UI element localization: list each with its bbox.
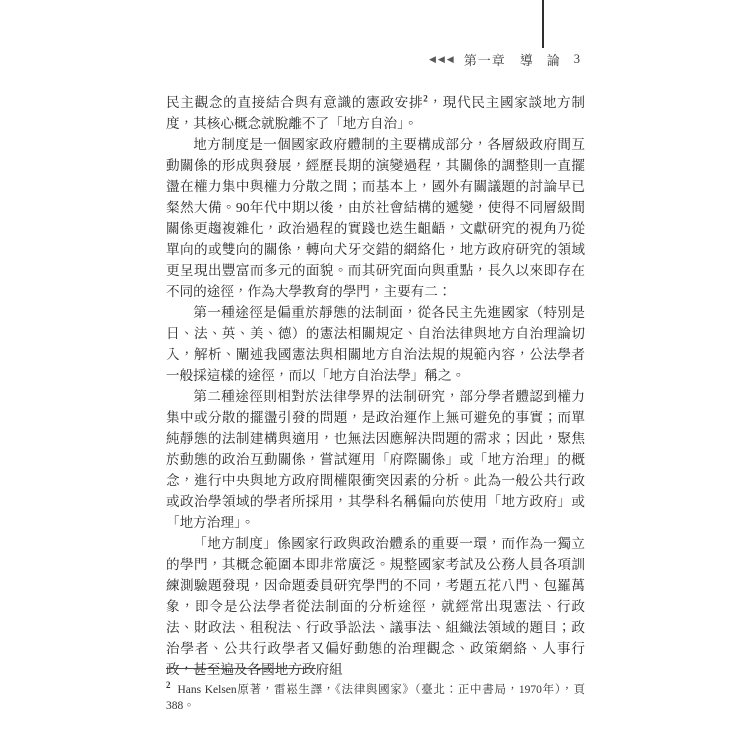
paragraph <box>166 92 585 134</box>
footnote-text: Hans Kelsen原著，雷崧生譯，《法律與國家》（臺北：正中書局，1970年），頁388。 <box>166 683 585 712</box>
paragraph <box>166 302 585 386</box>
paragraph <box>166 134 585 302</box>
footnote-ref: 2 <box>423 93 428 104</box>
chapter-label: 第一章 <box>463 53 506 68</box>
text-run: 「地方制度」係國家行政與政治體系的重要一環，而作為一獨立的學門，其概念範圍本即非常廣泛。規整國家考試及公務人員各項訓練測驗題發現，因命題委員研究學門的不同，考題五花八門、包羅萬象，即令是公法學者從法制面的分析途徑，就經常出現憲法、行政法、財政法、租稅法、行政爭訟法、議事法、組織法領域的題目；政治學者、公共行政學者又偏好動態的治理觀念、政策網絡、人事行政，甚至遍及各國地方政府組 <box>166 536 585 677</box>
chapter-title: 導論 <box>519 53 574 68</box>
text-run: 地方制度是一個國家政府體制的主要構成部分，各層級政府間互動關係的形成與發展，經歷長期的演變過程，其關係的調整則一直擺盪在權力集中與權力分散之間；而基本上，國外有關議題的討論早已粲然大備。90年代中期以後，由於社會結構的遞變，使得不同層級間關係更趨複雜化，政治過程的實踐也迭生齟齬，文獻研究的視角乃從單向的或雙向的關係，轉向犬牙交錯的網絡化，地方政府研究的領域更呈現出豐富而多元的面貌。而其研究面向與重點，長久以來即存在不同的途徑，作為大學教育的學門，主要有二： <box>166 137 585 299</box>
text-run: 第一種途徑是偏重於靜態的法制面，從各民主先進國家（特別是日、法、英、美、德）的憲法相關規定、自治法律與地方自治理論切入，解析、闡述我國憲法與相關地方自治法規的規範內容，公法學者一般採這樣的途徑，而以「地方自治法學」稱之。 <box>166 305 585 383</box>
footnote-separator <box>166 668 316 669</box>
running-header <box>166 50 580 69</box>
page-number: 3 <box>573 52 580 66</box>
paragraph <box>166 386 585 533</box>
footnote-marker: 2 <box>166 680 171 690</box>
article <box>166 92 585 680</box>
text-run: ，現代民主國家談地方制度，其核心概念就脫離不了「地方自治」。 <box>166 95 586 131</box>
paragraph <box>166 533 585 680</box>
text-run: 第二種途徑則相對於法律學界的法制研究，部分學者體認到權力集中或分散的擺盪引發的問題，是政治運作上無可避免的事實；而單純靜態的法制建構與適用，也無法因應解決問題的需求；因此，聚焦於動態的政治互動關係，嘗試運用「府際關係」或「地方治理」的概念，進行中央與地方政府間權限衝突因素的分析。此為一般公共行政或政治學領域的學者所採用，其學科名稱偏向於使用「地方政府」或「地方治理」。 <box>166 389 585 530</box>
text-run: 民主觀念的直接結合與有意識的憲政安排 <box>166 95 424 110</box>
chapter-divider-line <box>542 0 544 48</box>
back-arrows-icon: ◀◀◀ <box>428 54 456 64</box>
footnote <box>166 677 585 714</box>
